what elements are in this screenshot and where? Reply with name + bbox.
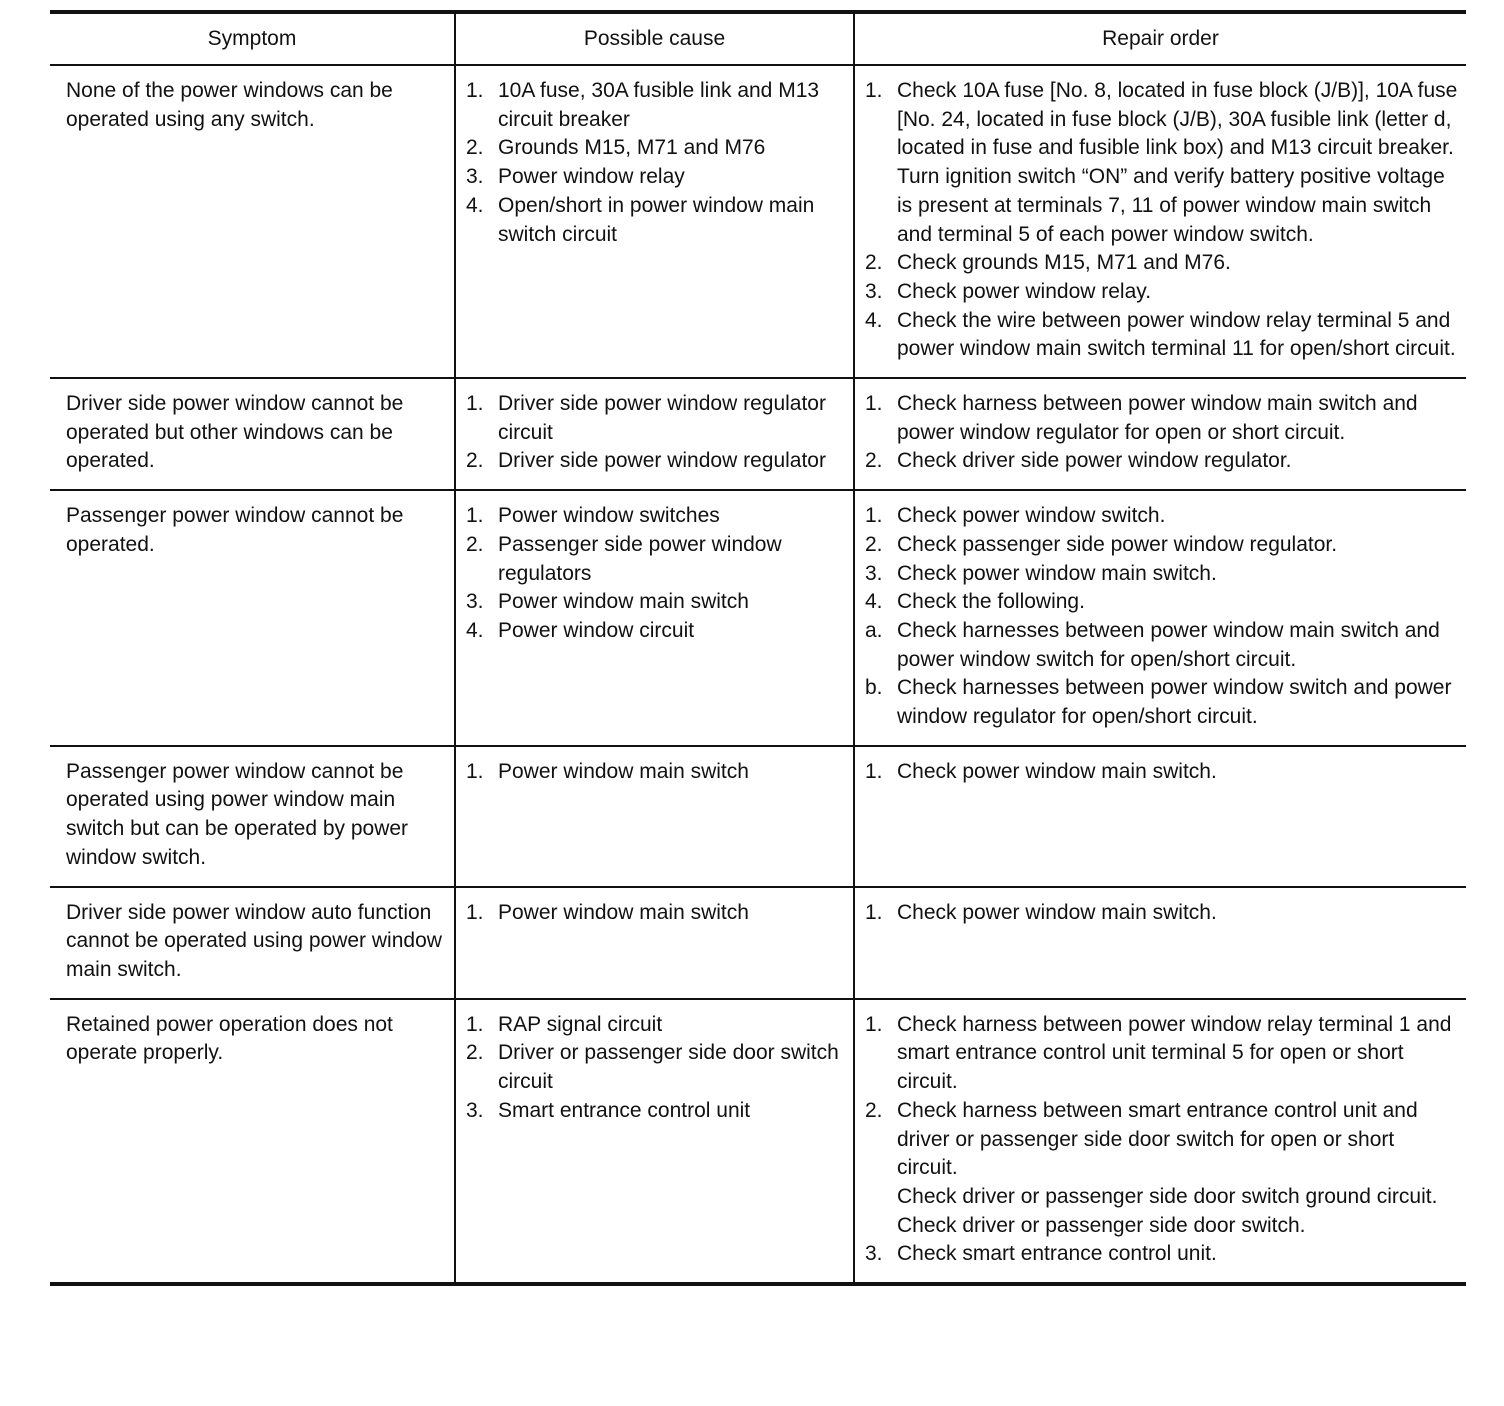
- item-text: Check harnesses between power window main switch and power window switch for open/short circuit.: [897, 618, 1440, 671]
- item-text: Power window main switch: [498, 900, 749, 924]
- cause-item: [466, 77, 845, 134]
- cause-item: [466, 390, 845, 447]
- item-text: Driver side power window regulator: [498, 449, 826, 473]
- item-text: Check harness between smart entrance control unit and driver or passenger side door switch for open or short circuit.: [897, 1098, 1418, 1180]
- cause-item: [466, 447, 845, 476]
- item-number: 2.: [865, 251, 883, 275]
- repair-item: [865, 758, 1458, 787]
- cause-list: [466, 1011, 845, 1126]
- symptom-cell: None of the power windows can be operated using any switch.: [50, 65, 455, 378]
- cause-item: [466, 502, 845, 531]
- item-number: 1.: [466, 1012, 484, 1036]
- repair-item: [865, 278, 1458, 307]
- item-text: RAP signal circuit: [498, 1012, 663, 1036]
- cause-cell: [455, 887, 854, 999]
- cause-cell: [455, 378, 854, 490]
- repair-list: [865, 899, 1458, 928]
- table-row: [50, 999, 1466, 1284]
- cause-list: [466, 77, 845, 249]
- item-number: 2.: [865, 1098, 883, 1122]
- item-number: 1.: [865, 1012, 883, 1036]
- cause-cell: [455, 65, 854, 378]
- item-number: 4.: [466, 618, 484, 642]
- item-text: Check harness between power window main switch and power window regulator for open or short circuit.: [897, 392, 1418, 444]
- item-text: Check power window main switch.: [897, 561, 1217, 585]
- item-text: Check power window relay.: [897, 279, 1152, 303]
- item-number: 3.: [466, 165, 484, 189]
- column-header-possible-cause: Possible cause: [455, 12, 854, 65]
- item-number: 1.: [466, 504, 484, 528]
- repair-item: [865, 899, 1458, 928]
- item-text: Grounds M15, M71 and M76: [498, 136, 766, 160]
- column-header-symptom: Symptom: [50, 12, 455, 65]
- item-number: 1.: [466, 900, 484, 924]
- item-text: Check power window main switch.: [897, 759, 1217, 783]
- item-number: 3.: [466, 590, 484, 614]
- repair-cell: [854, 887, 1466, 999]
- table-row: [50, 65, 1466, 378]
- item-note: Check driver or passenger side door switch.: [897, 1213, 1306, 1237]
- repair-cell: [854, 490, 1466, 746]
- cause-item: [466, 758, 845, 787]
- table-body: [50, 65, 1466, 1284]
- item-text: Smart entrance control unit: [498, 1098, 751, 1122]
- item-number: 1.: [466, 759, 484, 783]
- table-row: [50, 746, 1466, 887]
- repair-item: [865, 390, 1458, 447]
- item-text: Check driver side power window regulator.: [897, 449, 1292, 473]
- item-number: 3.: [466, 1098, 484, 1122]
- cause-list: [466, 758, 845, 787]
- repair-list: [865, 758, 1458, 787]
- symptom-cell: Passenger power window cannot be operated.: [50, 490, 455, 746]
- cause-item: [466, 1011, 845, 1040]
- cause-item: [466, 531, 845, 588]
- item-number: 3.: [865, 279, 883, 303]
- item-text: Check smart entrance control unit.: [897, 1242, 1217, 1266]
- item-text: Check the following.: [897, 590, 1085, 614]
- item-number: 1.: [865, 900, 883, 924]
- item-text: Check harnesses between power window switch and power window regulator for open/short circuit.: [897, 676, 1452, 729]
- cause-list: [466, 390, 845, 476]
- item-number: 4.: [865, 590, 883, 614]
- column-header-repair-order: Repair order: [854, 12, 1466, 65]
- table-row: [50, 378, 1466, 490]
- cause-item: [466, 899, 845, 928]
- repair-item: [865, 560, 1458, 589]
- item-text: Power window main switch: [498, 590, 749, 614]
- item-number: 3.: [865, 1242, 883, 1266]
- repair-item: [865, 447, 1458, 476]
- item-number: 2.: [865, 532, 883, 556]
- item-text: Check power window switch.: [897, 504, 1166, 528]
- item-number: a.: [865, 618, 883, 642]
- item-number: 2.: [466, 1041, 484, 1065]
- cause-list: [466, 502, 845, 646]
- item-text: Check grounds M15, M71 and M76.: [897, 251, 1231, 275]
- cause-item: [466, 163, 845, 192]
- cause-cell: [455, 746, 854, 887]
- cause-cell: [455, 999, 854, 1284]
- item-text: Check power window main switch.: [897, 900, 1217, 924]
- cause-item: [466, 134, 845, 163]
- repair-cell: [854, 378, 1466, 490]
- item-number: 3.: [865, 561, 883, 585]
- header-row: [50, 12, 1466, 65]
- repair-list: [865, 1011, 1458, 1269]
- cause-list: [466, 899, 845, 928]
- repair-item: [865, 674, 1458, 731]
- symptom-cell: Retained power operation does not operate properly.: [50, 999, 455, 1284]
- item-number: 1.: [865, 759, 883, 783]
- cause-item: [466, 1097, 845, 1126]
- item-note: Check driver or passenger side door switch ground circuit.: [897, 1184, 1438, 1208]
- symptom-cell: Passenger power window cannot be operated using power window main switch but can be operated by power window switch.: [50, 746, 455, 887]
- item-text: Power window relay: [498, 165, 685, 189]
- repair-item: [865, 531, 1458, 560]
- repair-item: [865, 307, 1458, 364]
- cause-cell: [455, 490, 854, 746]
- item-number: 2.: [865, 449, 883, 473]
- repair-list: [865, 77, 1458, 364]
- repair-cell: [854, 999, 1466, 1284]
- item-number: 1.: [865, 504, 883, 528]
- item-text: Open/short in power window main switch circuit: [498, 193, 815, 246]
- symptom-cell: Driver side power window cannot be operated but other windows can be operated.: [50, 378, 455, 490]
- cause-item: [466, 192, 845, 249]
- item-text: Check passenger side power window regulator.: [897, 532, 1338, 556]
- item-text: Power window main switch: [498, 759, 749, 783]
- item-number: 1.: [865, 392, 883, 416]
- cause-item: [466, 617, 845, 646]
- cause-item: [466, 588, 845, 617]
- cause-item: [466, 1039, 845, 1096]
- item-text: Driver side power window regulator circuit: [498, 392, 826, 444]
- item-text: Power window switches: [498, 504, 720, 528]
- item-text: Power window circuit: [498, 618, 695, 642]
- item-text: 10A fuse, 30A fusible link and M13 circuit breaker: [498, 79, 820, 131]
- item-number: 1.: [466, 392, 484, 416]
- item-text: Driver or passenger side door switch circuit: [498, 1041, 839, 1094]
- repair-item: [865, 249, 1458, 278]
- item-text: Passenger side power window regulators: [498, 532, 782, 585]
- item-text: Check 10A fuse [No. 8, located in fuse block (J/B)], 10A fuse [No. 24, located in fuse block (J/B), 30A fusible link (letter d, located in fuse and fusible link box) and M13 circuit breaker. Turn ignition switch “ON” and verify battery positive voltage is present at terminals 7, 11 of power window main switch and terminal 5 of each power window switch.: [897, 79, 1458, 246]
- item-number: b.: [865, 676, 883, 700]
- item-number: 1.: [865, 79, 883, 102]
- repair-cell: [854, 65, 1466, 378]
- repair-item: [865, 1011, 1458, 1097]
- repair-item: [865, 502, 1458, 531]
- repair-item: [865, 588, 1458, 617]
- symptom-cell: Driver side power window auto function cannot be operated using power window main switch.: [50, 887, 455, 999]
- troubleshooting-table: [50, 10, 1466, 1286]
- item-number: 1.: [466, 79, 484, 102]
- table-row: [50, 887, 1466, 999]
- item-text: Check the wire between power window relay terminal 5 and power window main switch terminal 11 for open/short circuit.: [897, 308, 1456, 361]
- repair-list: [865, 502, 1458, 732]
- repair-item: [865, 77, 1458, 249]
- item-number: 4.: [865, 308, 883, 332]
- item-number: 2.: [466, 449, 484, 473]
- repair-item: [865, 1097, 1458, 1241]
- item-number: 2.: [466, 532, 484, 556]
- table-row: [50, 490, 1466, 746]
- repair-item: [865, 1240, 1458, 1269]
- item-text: Check harness between power window relay terminal 1 and smart entrance control unit terminal 5 for open or short circuit.: [897, 1012, 1452, 1094]
- item-number: 4.: [466, 193, 484, 217]
- repair-list: [865, 390, 1458, 476]
- repair-item: [865, 617, 1458, 674]
- repair-cell: [854, 746, 1466, 887]
- item-number: 2.: [466, 136, 484, 160]
